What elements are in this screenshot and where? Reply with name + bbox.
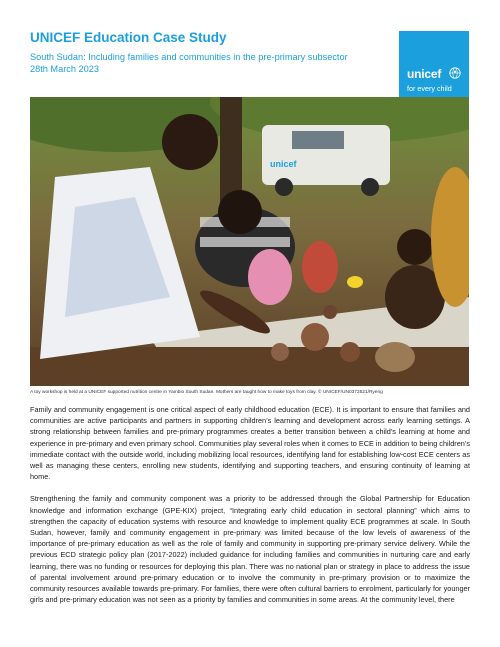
globe-emblem-icon <box>449 67 461 79</box>
child-yellow-cup <box>347 276 363 288</box>
vehicle-window <box>292 131 344 149</box>
document-subtitle: South Sudan: Including families and communities in the pre-primary subsector <box>30 52 348 62</box>
clay-toy <box>271 343 289 361</box>
body-paragraph: Strengthening the family and community component was a priority to be addressed through the Global Partnership for Education knowledge and information exchange (GPE-KIX) project, “Integrating early child education in sectoral planning” which aims to strengthen the capacity of education systems with resource and knowledge to implement quality ECE programmes at scale. In South Sudan, however, family and community engagement in pre-primary was limited because of the low levels of awareness of the importance of pre-primary education as well as the role of family and community in supporting pre-primary service delivery. While the previous ECD strategic policy plan (2017-2022) included guidance for including families and communities in nurturing care and early learning, there was no funding or resources for deploying this plan. There was no national plan or strategy in place to address the issue of parental involvement around pre-primary education or to involve the community in pre-primary provision or to maximize the community resources available towards pre-primary. For families, there were often cultural barriers to enrolment, particularly for younger girls and pre-primary education was not seen as a priority by families and communities in some areas. At the community level, there <box>30 494 470 605</box>
clay-toy <box>340 342 360 362</box>
photo-caption: A toy workshop is held at a UNICEF supported nutrition centre in Yambio South Sudan. Mothers are taught how to make toys from clay. © UNICEF/UN0372521/Ryeng <box>30 390 383 395</box>
unicef-logo <box>399 31 469 98</box>
document-header <box>30 30 390 75</box>
logo-tagline: for every child <box>407 84 452 93</box>
child-seated-head <box>397 229 433 265</box>
vehicle-wheel <box>361 178 379 196</box>
child-pink-dress <box>248 249 292 305</box>
shirt-stripes <box>200 237 290 247</box>
clay-toy <box>301 323 329 351</box>
vehicle-logo-text: unicef <box>270 159 297 169</box>
vehicle-wheel <box>275 178 293 196</box>
logo-wordmark: unicef <box>407 67 442 81</box>
body-paragraph: Family and community engagement is one critical aspect of early childhood education (ECE). It is important to ensure that families and communities are active participants and partners in supporting children’s learning and development across early learning settings. A strong relationship between families and pre-primary programmes creates a better transition between a child’s learning at home and experience in pre-primary and even primary school. Communities play several roles when it comes to ECE in addition to being children’s immediate contact with the outside world, including mobilizing local resources, identifying land for establishing low-cost ECE centers as well as managing these centers, enrolling new students, identifying and supporting teachers, and ensuring continuity of learning at home. <box>30 405 470 482</box>
child-red-dress <box>302 241 338 293</box>
body-text <box>30 404 470 616</box>
woman-head <box>162 114 218 170</box>
cover-photo <box>30 97 469 386</box>
child-head <box>218 190 262 234</box>
clay-toy <box>375 342 415 372</box>
document-title: UNICEF Education Case Study <box>30 30 227 45</box>
document-date: 28th March 2023 <box>30 64 99 74</box>
clay-toy <box>323 305 337 319</box>
